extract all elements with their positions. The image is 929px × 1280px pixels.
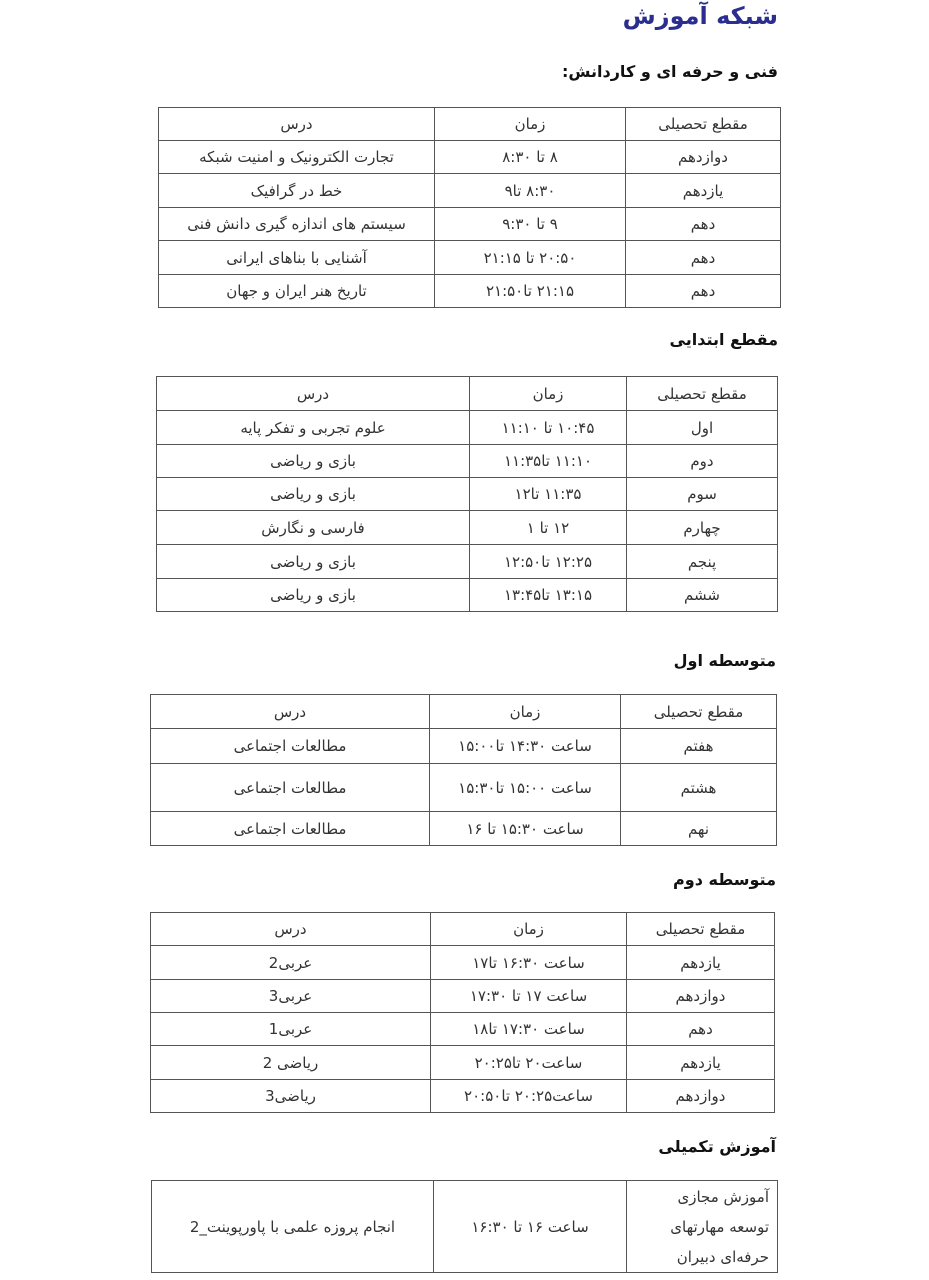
cell-time: ساعت ۱۵:۰۰ تا۱۵:۳۰ xyxy=(430,764,621,812)
cell-level: اول xyxy=(627,411,778,445)
column-header-subject: درس xyxy=(159,108,435,141)
cell-subject: مطالعات اجتماعی xyxy=(151,812,430,846)
cell-level: ششم xyxy=(627,579,778,612)
table-row xyxy=(159,141,781,174)
column-header-subject: درس xyxy=(157,377,470,411)
cell-level: یازدهم xyxy=(626,174,781,208)
cell-level: هشتم xyxy=(621,764,777,812)
cell-subject: عربی3 xyxy=(151,980,431,1013)
column-header-time: زمان xyxy=(435,108,626,141)
column-header-level: مقطع تحصیلی xyxy=(626,108,781,141)
cell-time: ۱۲:۲۵ تا۱۲:۵۰ xyxy=(470,545,627,579)
cell-level: سوم xyxy=(627,478,778,511)
cell-subject: مطالعات اجتماعی xyxy=(151,764,430,812)
column-header-time: زمان xyxy=(470,377,627,411)
section-heading-vocational: فنی و حرفه ای و کاردانش: xyxy=(562,62,778,81)
cell-level: دهم xyxy=(627,1013,775,1046)
table-row xyxy=(151,729,777,764)
cell-time: ۲۰:۵۰ تا ۲۱:۱۵ xyxy=(435,241,626,275)
cell-time: ۲۱:۱۵ تا۲۱:۵۰ xyxy=(435,275,626,308)
cell-time: ساعت ۱۶ تا ۱۶:۳۰ xyxy=(434,1181,627,1273)
cell-level: یازدهم xyxy=(627,1046,775,1080)
table-row xyxy=(157,445,778,478)
table-row xyxy=(151,946,775,980)
column-header-subject: درس xyxy=(151,695,430,729)
cell-subject: عربی2 xyxy=(151,946,431,980)
cell-subject: مطالعات اجتماعی xyxy=(151,729,430,764)
cell-subject: بازی و ریاضی xyxy=(157,545,470,579)
table-row xyxy=(157,545,778,579)
table-header-row xyxy=(159,108,781,141)
cell-time: ساعت ۱۷ تا ۱۷:۳۰ xyxy=(431,980,627,1013)
cell-subject: فارسی و نگارش xyxy=(157,511,470,545)
section-heading-upper-secondary: متوسطه دوم xyxy=(673,870,776,889)
column-header-level: مقطع تحصیلی xyxy=(621,695,777,729)
table-row xyxy=(159,241,781,275)
table-row xyxy=(151,1013,775,1046)
cell-time: ساعت ۱۵:۳۰ تا ۱۶ xyxy=(430,812,621,846)
cell-subject: سیستم های اندازه گیری دانش فنی xyxy=(159,208,435,241)
cell-level: یازدهم xyxy=(627,946,775,980)
table-header-row xyxy=(151,913,775,946)
table-row xyxy=(159,208,781,241)
cell-time: ۱۳:۱۵ تا۱۳:۴۵ xyxy=(470,579,627,612)
cell-time: ۸ تا ۸:۳۰ xyxy=(435,141,626,174)
cell-subject: علوم تجربی و تفکر پایه xyxy=(157,411,470,445)
cell-subject: تجارت الکترونیک و امنیت شبکه xyxy=(159,141,435,174)
cell-time: ۸:۳۰ تا۹ xyxy=(435,174,626,208)
cell-subject: خط در گرافیک xyxy=(159,174,435,208)
cell-level: دهم xyxy=(626,241,781,275)
schedule-table-upper-secondary xyxy=(150,912,775,1113)
section-heading-supplementary: آموزش تکمیلی xyxy=(658,1137,776,1156)
cell-subject: آشنایی با بناهای ایرانی xyxy=(159,241,435,275)
table-row xyxy=(151,1080,775,1113)
cell-level: دوازدهم xyxy=(626,141,781,174)
table-row xyxy=(159,174,781,208)
cell-level: چهارم xyxy=(627,511,778,545)
table-row xyxy=(151,1046,775,1080)
cell-time: ۱۱:۱۰ تا۱۱:۳۵ xyxy=(470,445,627,478)
table-row xyxy=(157,478,778,511)
column-header-subject: درس xyxy=(151,913,431,946)
cell-subject: تاریخ هنر ایران و جهان xyxy=(159,275,435,308)
table-header-row xyxy=(151,695,777,729)
table-row xyxy=(151,980,775,1013)
schedule-table-primary xyxy=(156,376,778,612)
cell-level: هفتم xyxy=(621,729,777,764)
table-row xyxy=(151,764,777,812)
column-header-level: مقطع تحصیلی xyxy=(627,913,775,946)
cell-level: پنجم xyxy=(627,545,778,579)
cell-time: ساعت۲۰ تا۲۰:۲۵ xyxy=(431,1046,627,1080)
cell-time: ساعت ۱۷:۳۰ تا۱۸ xyxy=(431,1013,627,1046)
column-header-level: مقطع تحصیلی xyxy=(627,377,778,411)
table-header-row xyxy=(157,377,778,411)
table-row xyxy=(157,511,778,545)
table-row xyxy=(159,275,781,308)
cell-level: دوازدهم xyxy=(627,1080,775,1113)
page-title: شبکه آموزش xyxy=(622,2,778,30)
cell-time: ساعت۲۰:۲۵ تا۲۰:۵۰ xyxy=(431,1080,627,1113)
schedule-table-vocational xyxy=(158,107,781,308)
table-row xyxy=(152,1181,778,1273)
cell-time: ۹ تا ۹:۳۰ xyxy=(435,208,626,241)
schedule-table-lower-secondary xyxy=(150,694,777,846)
cell-subject: بازی و ریاضی xyxy=(157,478,470,511)
cell-subject: انجام پروزه علمی با پاورپوینت_2 xyxy=(152,1181,434,1273)
cell-subject: عربی1 xyxy=(151,1013,431,1046)
cell-subject: ریاضی 2 xyxy=(151,1046,431,1080)
schedule-table-supplementary xyxy=(151,1180,778,1273)
cell-time: ۱۱:۳۵ تا۱۲ xyxy=(470,478,627,511)
section-heading-primary: مقطع ابتدایی xyxy=(669,330,778,349)
column-header-time: زمان xyxy=(430,695,621,729)
cell-level: دهم xyxy=(626,208,781,241)
cell-time: ۱۲ تا ۱ xyxy=(470,511,627,545)
section-heading-lower-secondary: متوسطه اول xyxy=(673,651,776,670)
cell-time: ساعت ۱۶:۳۰ تا۱۷ xyxy=(431,946,627,980)
table-row xyxy=(157,411,778,445)
table-row xyxy=(151,812,777,846)
cell-time: ۱۰:۴۵ تا ۱۱:۱۰ xyxy=(470,411,627,445)
table-row xyxy=(157,579,778,612)
cell-level: دوازدهم xyxy=(627,980,775,1013)
cell-subject: بازی و ریاضی xyxy=(157,445,470,478)
cell-time: ساعت ۱۴:۳۰ تا۱۵:۰۰ xyxy=(430,729,621,764)
cell-level: دوم xyxy=(627,445,778,478)
column-header-time: زمان xyxy=(431,913,627,946)
cell-level: دهم xyxy=(626,275,781,308)
cell-level: نهم xyxy=(621,812,777,846)
cell-subject: ریاضی3 xyxy=(151,1080,431,1113)
cell-subject: بازی و ریاضی xyxy=(157,579,470,612)
cell-level: آموزش مجازی توسعه مهارتهای حرفه‌ای دبیران xyxy=(627,1181,778,1273)
